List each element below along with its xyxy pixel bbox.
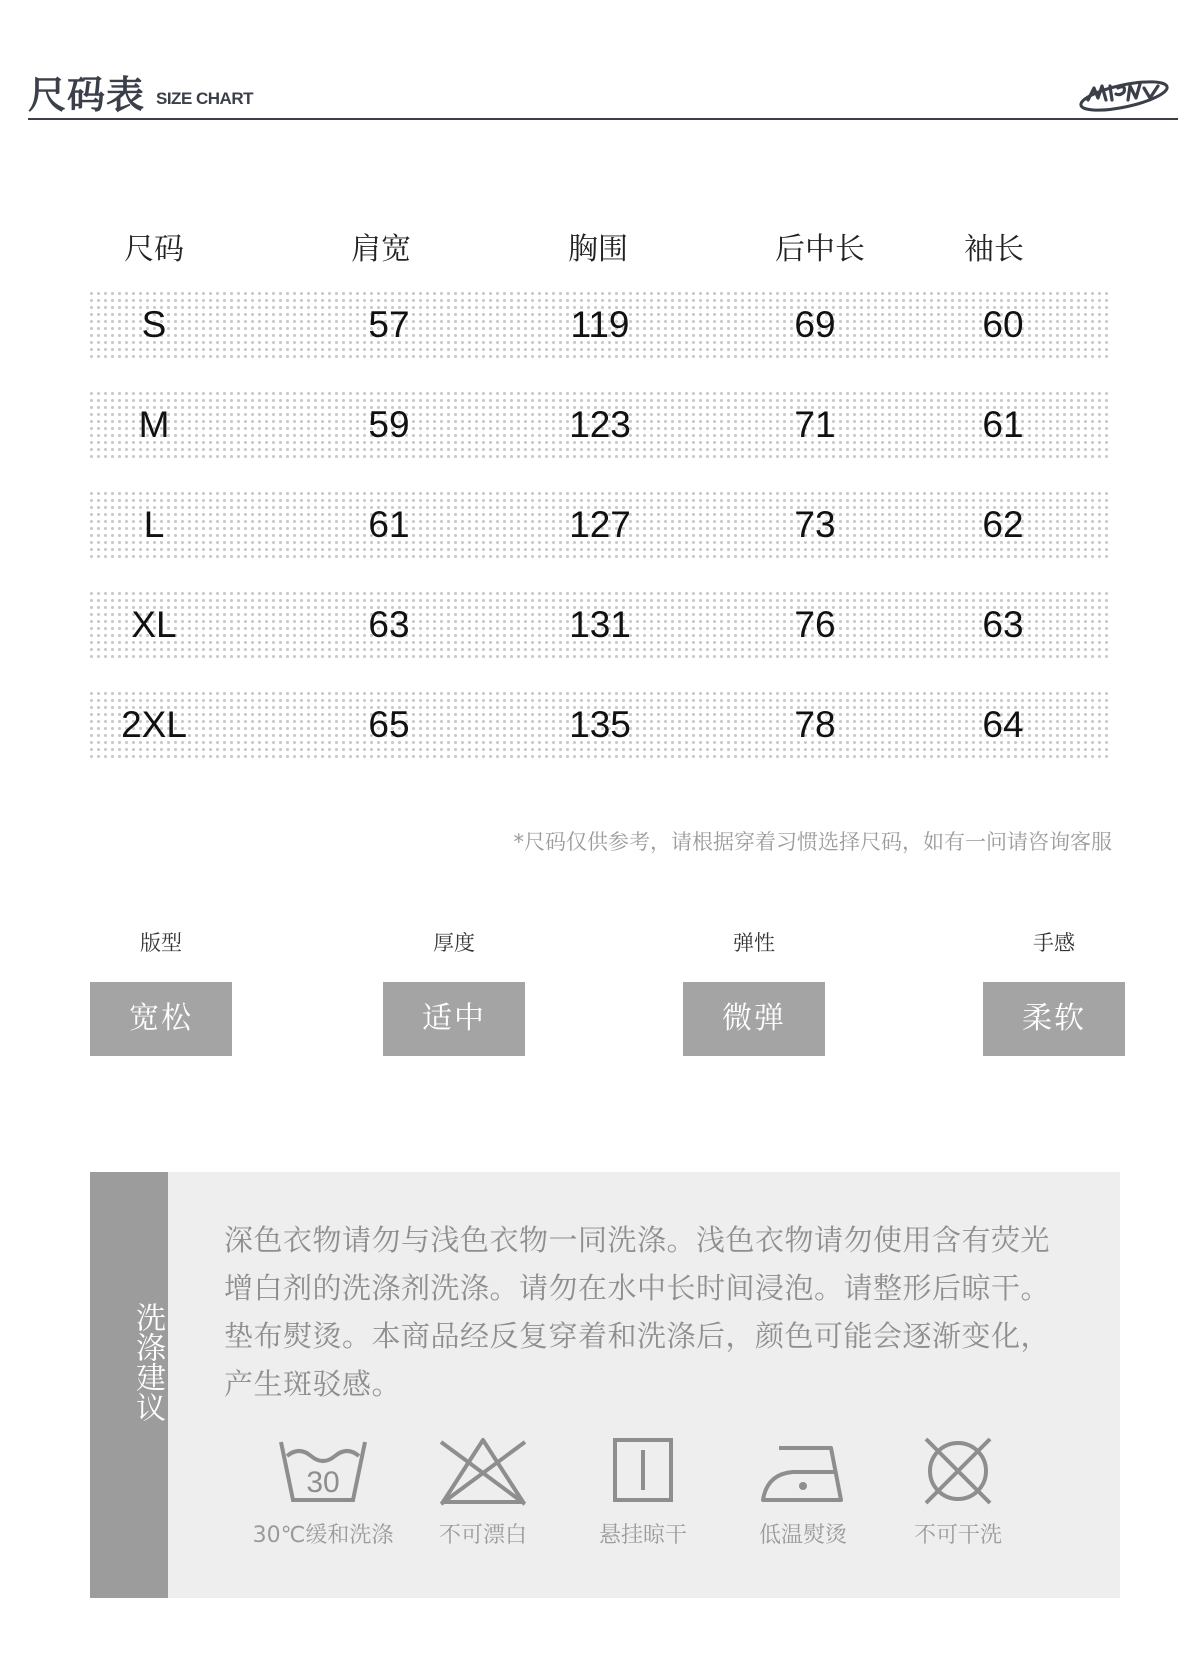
attribute-value: 柔软 [983,982,1125,1056]
cell-length: 69 [794,304,836,345]
care-symbol-hang [568,1434,718,1549]
cell-size: 2XL [121,704,187,745]
cell-chest: 135 [569,704,631,745]
cell-size: M [138,404,170,445]
brand-logo-icon [1074,74,1170,114]
header-sleeve: 袖长 [964,232,1024,267]
care-section [90,1172,1120,1598]
low-iron-icon [755,1434,851,1508]
care-symbol-bleach [408,1434,558,1549]
cell-length: 76 [794,604,836,645]
cell-shoulder: 59 [368,404,410,445]
care-symbols [248,1434,1068,1574]
cell-shoulder: 63 [368,604,410,645]
attribute-value: 适中 [383,982,525,1056]
cell-chest: 123 [569,404,631,445]
page-title: 尺码表 [28,73,146,117]
table-row [88,390,1112,460]
cell-shoulder: 57 [368,304,410,345]
header-length: 后中长 [775,232,865,267]
no-dry-clean-icon [910,1434,1006,1508]
attribute-label: 厚度 [433,931,475,955]
attribute-label: 弹性 [733,931,775,955]
symbol-label: 30℃缓和洗涤 [252,1523,394,1548]
symbol-label: 不可干洗 [913,1523,1002,1548]
cell-size: S [141,304,167,345]
cell-sleeve: 63 [982,604,1024,645]
svg-text:30: 30 [306,1466,340,1499]
symbol-label: 悬挂晾干 [598,1523,687,1548]
table-row [88,590,1112,660]
cell-length: 78 [794,704,836,745]
attribute-label: 版型 [140,931,182,955]
no-bleach-icon [435,1434,531,1508]
care-symbol-wash [248,1434,398,1549]
header-chest: 胸围 [568,232,628,267]
care-sidebar [90,1172,168,1598]
hang-dry-icon [595,1434,691,1508]
care-instructions: 深色衣物请勿与浅色衣物一同洗涤。浅色衣物请勿使用含有荧光增白剂的洗涤剂洗涤。请勿在水中长时间浸泡。请整形后晾干。垫布熨烫。本商品经反复穿着和洗涤后，颜色可能会逐渐变化，产生斑驳感。 [224,1223,1051,1401]
cell-sleeve: 64 [982,704,1024,745]
wash-30-icon [275,1434,371,1508]
table-header-row [88,212,1112,267]
cell-chest: 119 [570,304,630,345]
symbol-label: 低温熨烫 [758,1523,847,1548]
attribute-fit [90,928,232,1056]
attribute-elasticity [683,928,825,1056]
cell-sleeve: 61 [982,404,1024,445]
cell-size: XL [131,604,177,645]
attribute-value: 微弹 [683,982,825,1056]
care-symbol-iron [728,1434,878,1549]
cell-chest: 127 [569,504,631,545]
size-note: *尺码仅供参考，请根据穿着习惯选择尺码，如有一问请咨询客服 [513,830,1112,854]
cell-length: 71 [794,404,836,445]
attribute-handfeel [983,928,1125,1056]
header-shoulder: 肩宽 [351,232,411,267]
cell-chest: 131 [569,604,631,645]
table-row [88,490,1112,560]
attribute-value: 宽松 [90,982,232,1056]
header-size: 尺码 [124,232,184,267]
symbol-label: 不可漂白 [438,1523,527,1548]
care-symbol-dryclean [883,1434,1033,1549]
cell-size: L [143,504,165,545]
cell-sleeve: 60 [982,304,1024,345]
cell-sleeve: 62 [982,504,1024,545]
header [28,62,1178,120]
care-title: 洗涤建议 [130,1302,165,1422]
attribute-thickness [383,928,525,1056]
cell-length: 73 [794,504,836,545]
attribute-label: 手感 [1033,931,1075,955]
table-row [88,690,1112,760]
page-subtitle: SIZE CHART [156,89,253,108]
cell-shoulder: 65 [368,704,410,745]
table-row [88,290,1112,360]
cell-shoulder: 61 [368,504,410,545]
